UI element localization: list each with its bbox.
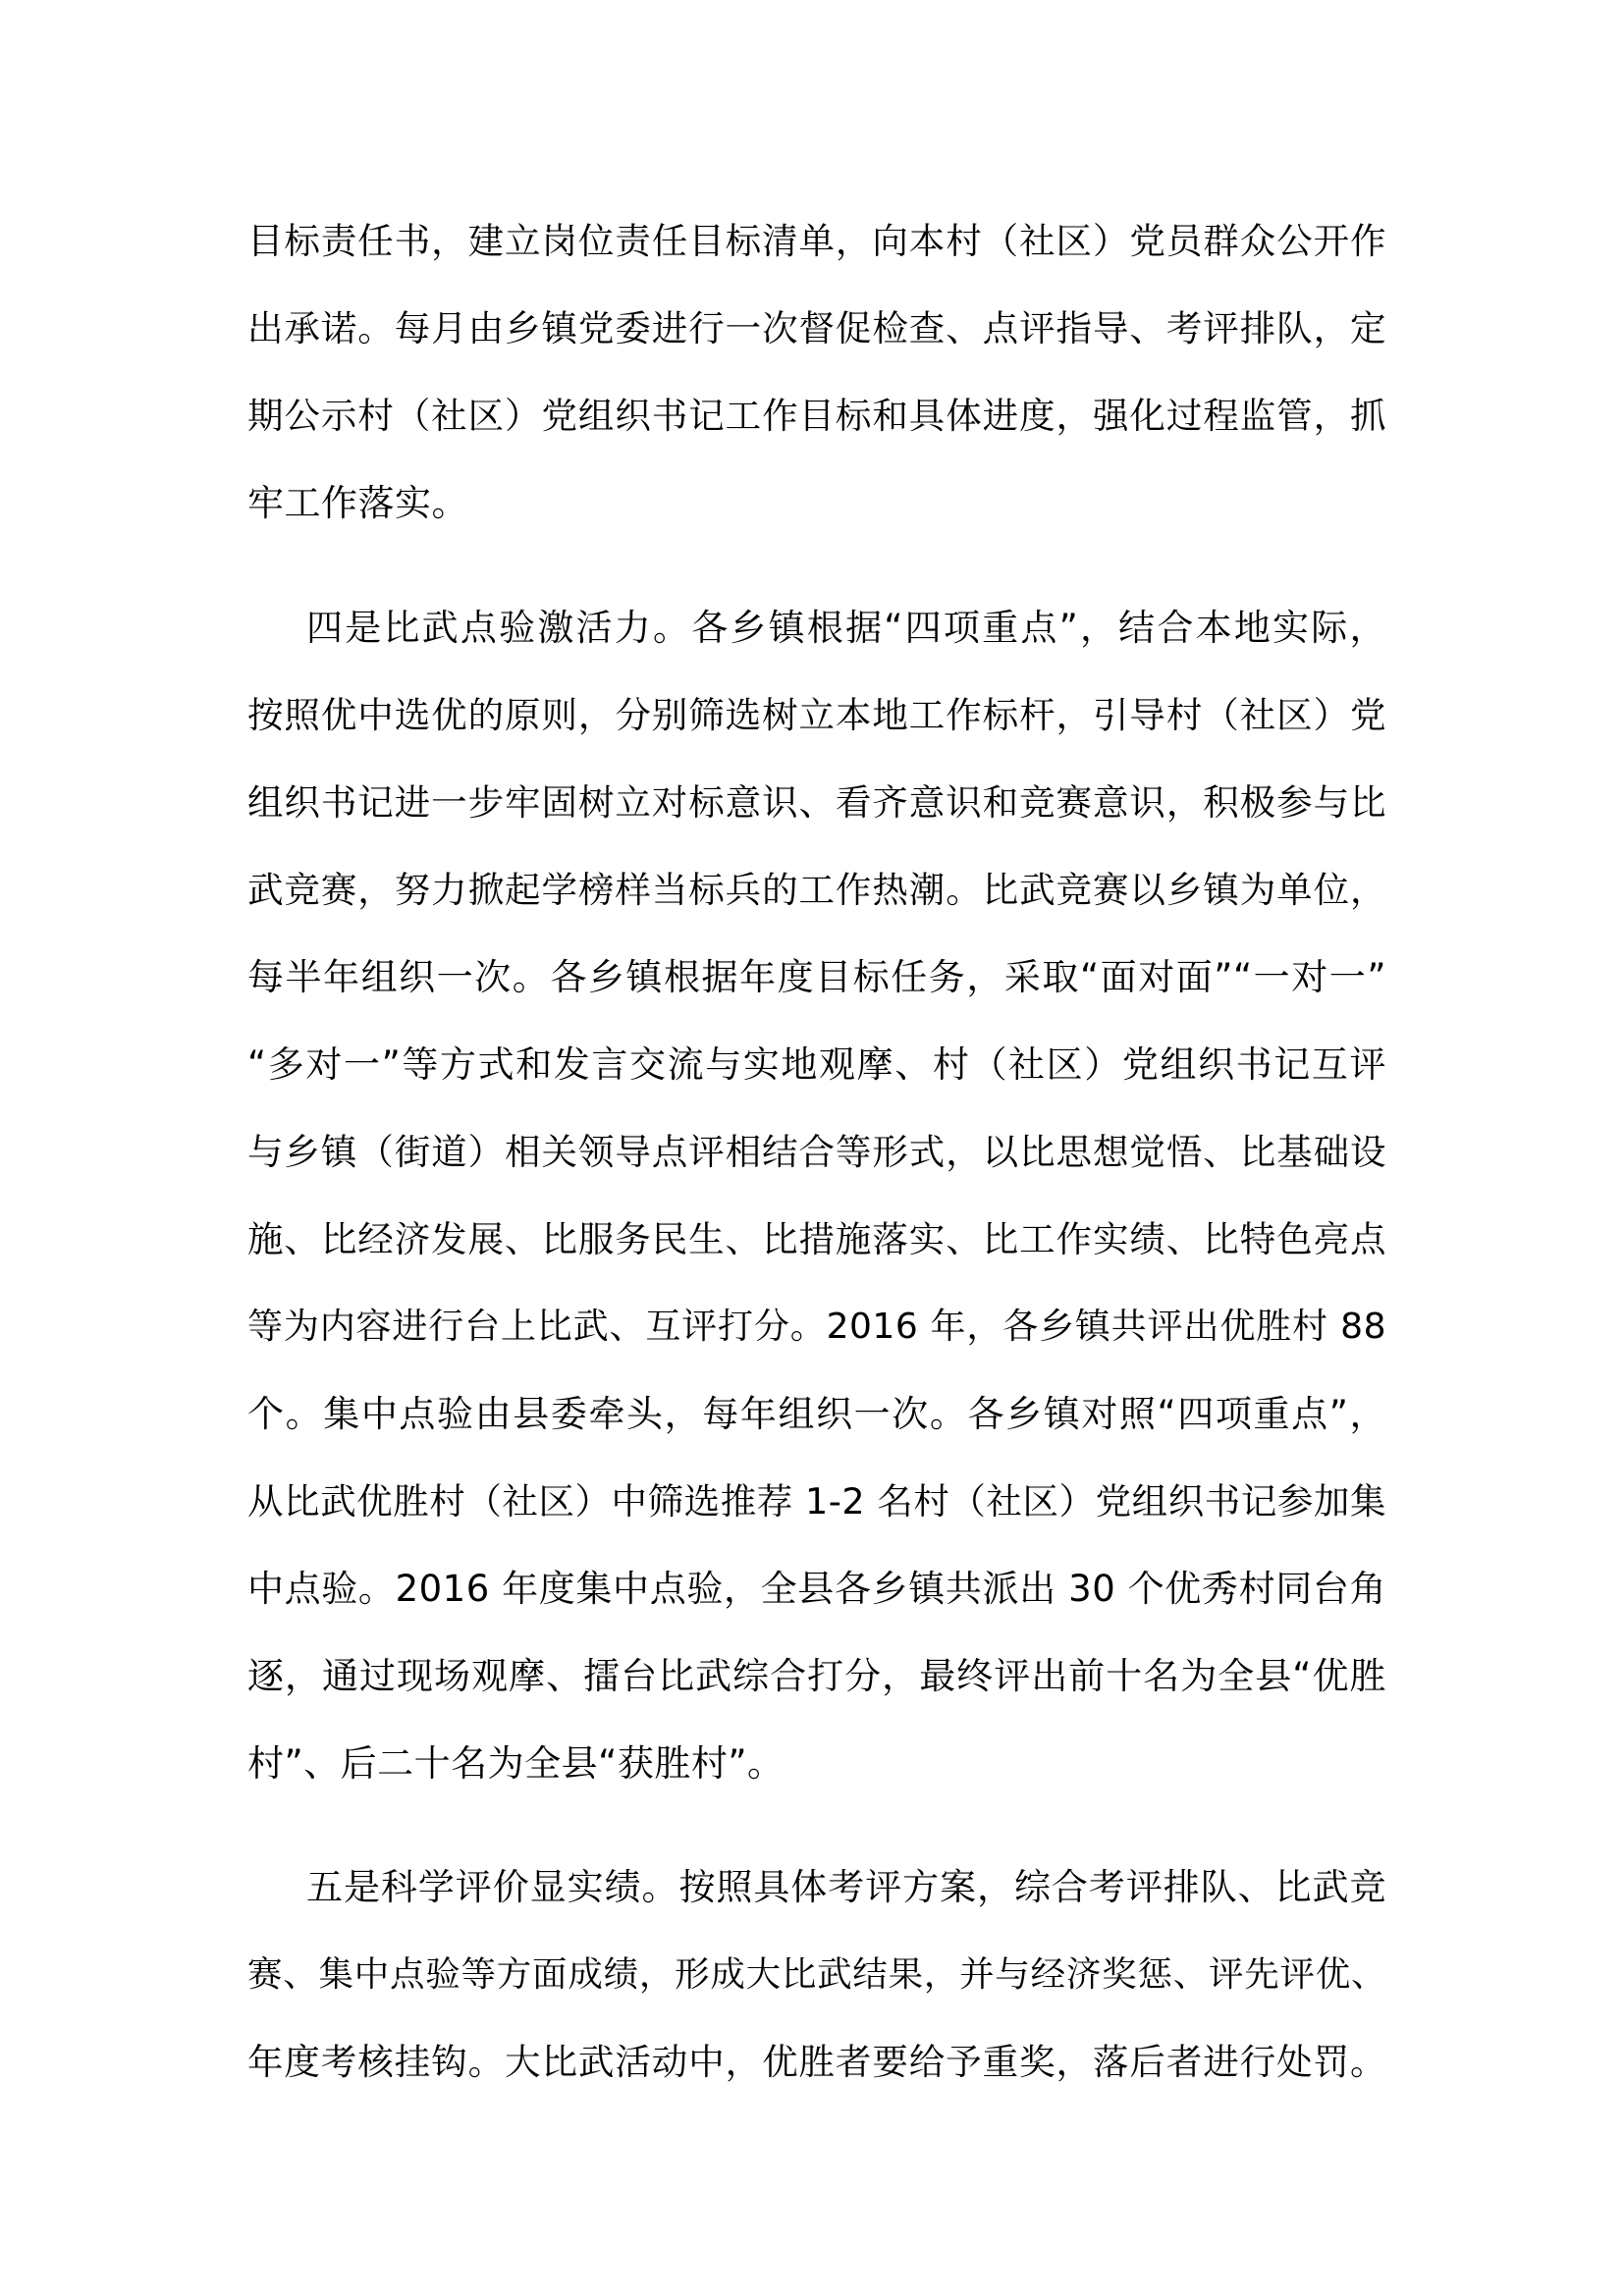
paragraph-3-line-3: 年度考核挂钩。大比武活动中，优胜者要给予重奖，落后者进行处罚。 (247, 2041, 1386, 2083)
paragraph-1-line-4: 牢工作落实。 (247, 482, 468, 524)
paragraph-2-line-2: 按照优中选优的原则，分别筛选树立本地工作标杆，引导村（社区）党 (247, 694, 1386, 736)
paragraph-2-line-7: 与乡镇（街道）相关领导点评相结合等形式，以比思想觉悟、比基础设 (247, 1131, 1386, 1173)
paragraph-2-line-9: 等为内容进行台上比武、互评打分。2016 年，各乡镇共评出优胜村 88 (247, 1307, 1386, 1347)
paragraph-2-line-5: 每半年组织一次。各乡镇根据年度目标任务，采取“面对面”“一对一” (247, 956, 1386, 998)
paragraph-2-line-13: 逐，通过现场观摩、擂台比武综合打分，最终评出前十名为全县“优胜 (247, 1655, 1386, 1697)
paragraph-3-line-1: 五是科学评价显实绩。按照具体考评方案，综合考评排队、比武竞 (306, 1866, 1386, 1908)
paragraph-2-line-1: 四是比武点验激活力。各乡镇根据“四项重点”，结合本地实际， (306, 607, 1386, 649)
paragraph-2-line-10: 个。集中点验由县委牵头，每年组织一次。各乡镇对照“四项重点”， (247, 1393, 1386, 1435)
paragraph-2-line-14: 村”、后二十名为全县“获胜村”。 (247, 1742, 785, 1785)
paragraph-2-line-3: 组织书记进一步牢固树立对标意识、看齐意识和竞赛意识，积极参与比 (247, 781, 1386, 824)
paragraph-2-line-8: 施、比经济发展、比服务民生、比措施落实、比工作实绩、比特色亮点 (247, 1218, 1386, 1260)
paragraph-1-line-2: 出承诺。每月由乡镇党委进行一次督促检查、点评指导、考评排队，定 (247, 307, 1386, 349)
paragraph-3-line-2: 赛、集中点验等方面成绩，形成大比武结果，并与经济奖惩、评先评优、 (247, 1954, 1386, 1995)
paragraph-1-line-3: 期公示村（社区）党组织书记工作目标和具体进度，强化过程监管，抓 (247, 395, 1386, 437)
paragraph-1-line-1: 目标责任书，建立岗位责任目标清单，向本村（社区）党员群众公开作 (247, 220, 1386, 262)
paragraph-2-line-6: “多对一”等方式和发言交流与实地观摩、村（社区）党组织书记互评 (247, 1043, 1386, 1086)
paragraph-2-line-4: 武竞赛，努力掀起学榜样当标兵的工作热潮。比武竞赛以乡镇为单位， (247, 869, 1386, 911)
paragraph-2-line-11: 从比武优胜村（社区）中筛选推荐 1-2 名村（社区）党组织书记参加集 (247, 1480, 1386, 1522)
paragraph-2-line-12: 中点验。2016 年度集中点验，全县各乡镇共派出 30 个优秀村同台角 (247, 1568, 1386, 1610)
